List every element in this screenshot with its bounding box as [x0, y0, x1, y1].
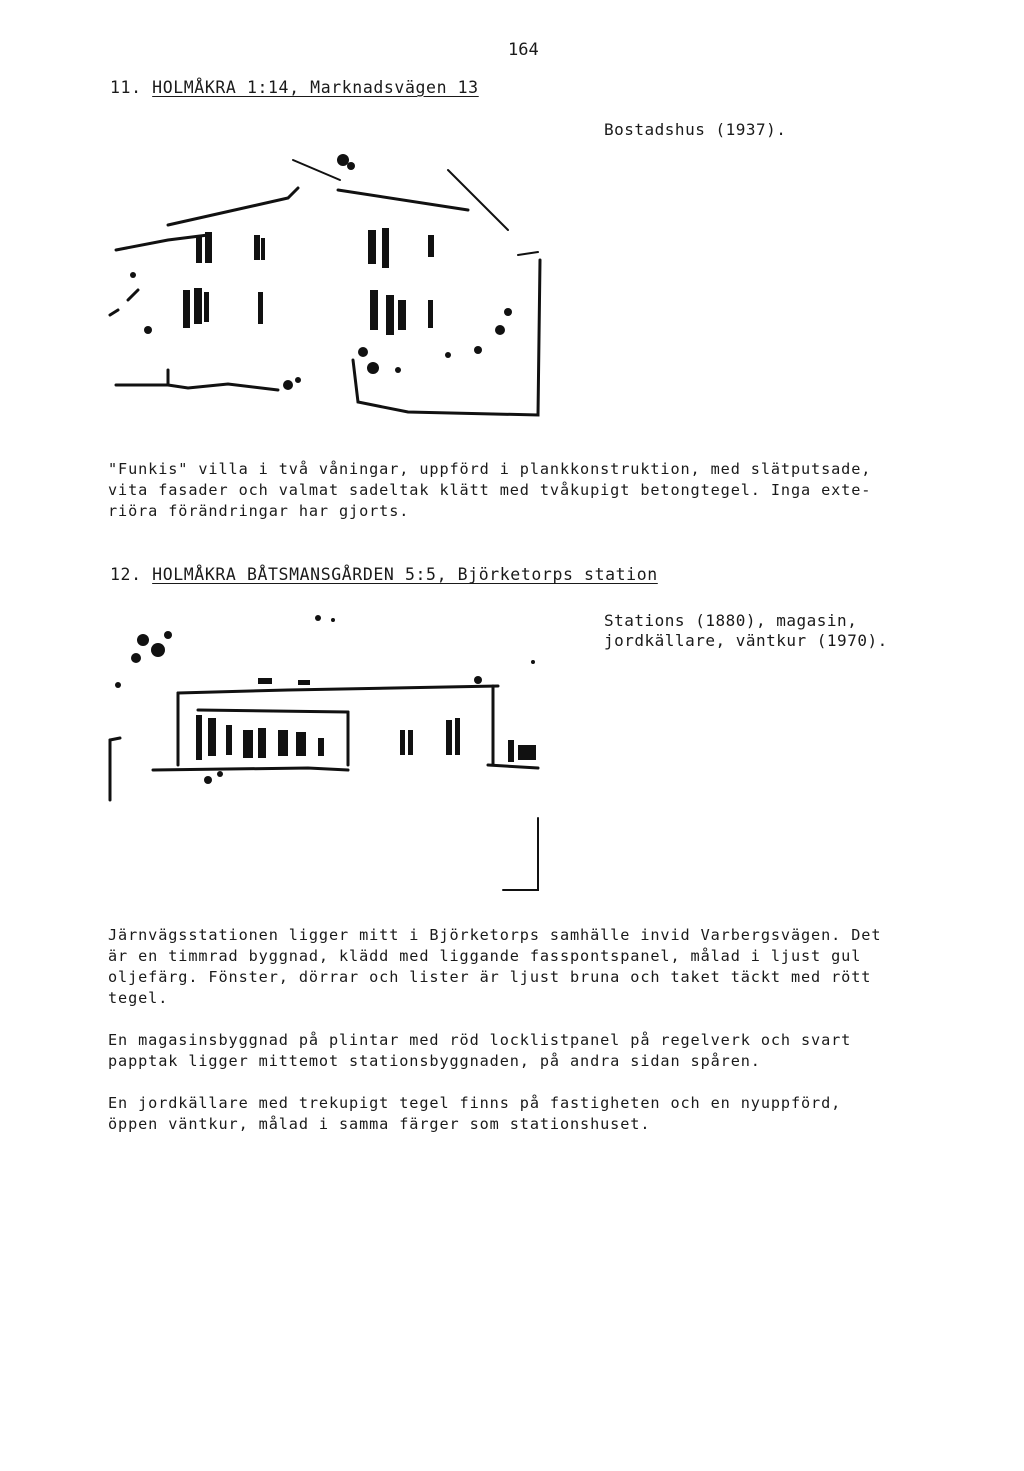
caption-line: Stations (1880), magasin, [604, 611, 858, 630]
section-12-paragraph-3 [108, 1093, 928, 1135]
section-11-number: 11. [110, 78, 142, 97]
text-line: öppen väntkur, målad i samma färger som stationshuset. [108, 1115, 651, 1133]
section-12-title: HOLMÅKRA BÅTSMANSGÅRDEN 5:5, Björketorps station [152, 565, 658, 584]
section-11-title: HOLMÅKRA 1:14, Marknadsvägen 13 [152, 78, 479, 97]
text-line: vita fasader och valmat sadeltak klätt med tvåkupigt betongtegel. Inga exte- [108, 481, 872, 499]
text-line: papptak ligger mittemot stationsbyggnaden, på andra sidan spåren. [108, 1052, 761, 1070]
text-line: tegel. [108, 989, 169, 1007]
section-12-heading [110, 565, 658, 584]
text-line: är en timmrad byggnad, klädd med liggande fasspontspanel, målad i ljust gul [108, 947, 862, 965]
text-line: oljefärg. Fönster, dörrar och lister är ljust bruna och taket täckt med rött [108, 968, 872, 986]
caption-line: jordkällare, väntkur (1970). [604, 631, 888, 650]
section-12-caption [604, 611, 888, 651]
section-12-number: 12. [110, 565, 142, 584]
station-photo [108, 590, 548, 900]
section-11-caption: Bostadshus (1937). [604, 120, 787, 139]
text-line: Järnvägsstationen ligger mitt i Björketorps samhälle invid Varbergsvägen. Det [108, 926, 882, 944]
section-11-heading [110, 78, 479, 97]
villa-photo [108, 140, 548, 430]
text-line: En magasinsbyggnad på plintar med röd locklistpanel på regelverk och svart [108, 1031, 852, 1049]
text-line: "Funkis" villa i två våningar, uppförd i plankkonstruktion, med slätputsade, [108, 460, 872, 478]
section-12-paragraph-1 [108, 925, 928, 1009]
page-number: 164 [508, 40, 539, 60]
section-12-paragraph-2 [108, 1030, 928, 1072]
text-line: riöra förändringar har gjorts. [108, 502, 410, 520]
text-line: En jordkällare med trekupigt tegel finns på fastigheten och en nyuppförd, [108, 1094, 842, 1112]
section-11-description [108, 459, 928, 522]
